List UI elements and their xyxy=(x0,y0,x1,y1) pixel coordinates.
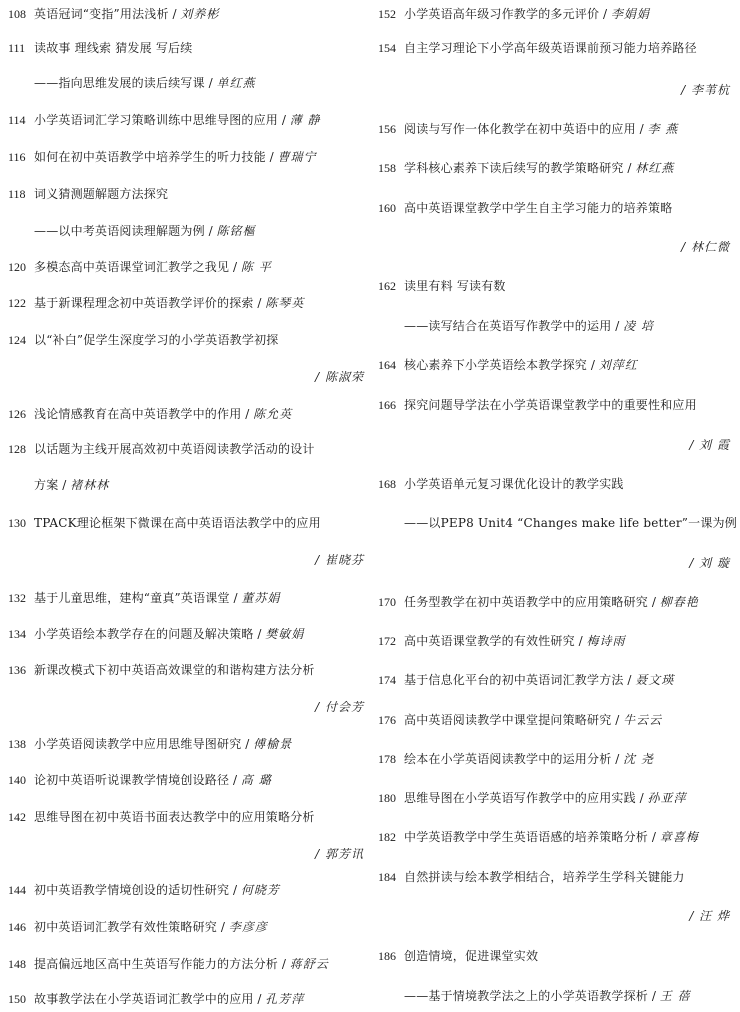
toc-author-line xyxy=(378,79,730,101)
toc-page-number: 146 xyxy=(8,920,26,934)
toc-title: 论初中英语听说课教学情境创设路径 xyxy=(34,773,230,787)
toc-title: 探究问题导学法在小学英语课堂教学中的重要性和应用 xyxy=(404,398,697,412)
toc-page-number: 158 xyxy=(378,161,396,175)
toc-subtitle: ——读写结合在英语写作教学中的运用 xyxy=(404,319,612,333)
toc-entry-continuation: ——以中考英语阅读理解题为例 / 陈铭樞 xyxy=(34,224,256,238)
toc-author: 刘萍红 xyxy=(598,358,638,372)
toc-page-number: 111 xyxy=(8,41,26,55)
toc-entry xyxy=(8,512,364,534)
toc-page-number: 166 xyxy=(378,398,396,412)
toc-author: 王 蓓 xyxy=(659,989,691,1003)
toc-entry xyxy=(8,183,364,205)
toc-title: 小学英语单元复习课优化设计的教学实践 xyxy=(404,477,624,491)
toc-title: 任务型教学在初中英语教学中的应用策略研究 xyxy=(404,595,649,609)
toc-page-number: 174 xyxy=(378,673,396,687)
toc-author: 曹瑞宁 xyxy=(277,150,317,164)
toc-title: 小学英语词汇学习策略训练中思维导图的应用 xyxy=(34,113,279,127)
toc-entry: 122 基于新课程理念初中英语教学评价的探索 / 陈琴英 xyxy=(8,292,364,314)
toc-page-number: 180 xyxy=(378,791,396,805)
toc-author: 梅诗雨 xyxy=(586,634,626,648)
toc-entry xyxy=(378,866,730,888)
toc-subtitle: ——基于情境教学法之上的小学英语教学探析 xyxy=(404,989,649,1003)
toc-author: 章喜梅 xyxy=(659,830,699,844)
toc-entry xyxy=(8,329,364,351)
toc-author: 孔芳萍 xyxy=(265,992,305,1006)
toc-title: 以话题为主线开展高效初中英语阅读教学活动的设计 xyxy=(34,442,315,456)
toc-title: 自主学习理论下小学高年级英语课前预习能力培养路径 xyxy=(404,41,697,55)
toc-title: 中学英语教学中学生英语语感的培养策略分析 xyxy=(404,830,649,844)
toc-author: 褚林林 xyxy=(70,478,110,492)
toc-entry: 146 初中英语词汇教学有效性策略研究 / 李彦彦 xyxy=(8,916,364,938)
toc-page-number: 156 xyxy=(378,122,396,136)
toc-entry: 150 故事教学法在小学英语词汇教学中的应用 / 孔芳萍 xyxy=(8,988,364,1010)
toc-entry xyxy=(8,806,364,828)
toc-title: 初中英语词汇教学有效性策略研究 xyxy=(34,920,218,934)
toc-title: 核心素养下小学英语绘本教学探究 xyxy=(404,358,588,372)
toc-author: 李娟娟 xyxy=(610,7,650,21)
toc-author: 傅榆景 xyxy=(253,737,293,751)
toc-page-number: 152 xyxy=(378,7,396,21)
toc-page-number: 118 xyxy=(8,187,26,201)
toc-author: 高 璐 xyxy=(240,773,272,787)
toc-entry xyxy=(378,275,730,297)
toc-title: 浅论情感教育在高中英语教学中的作用 xyxy=(34,407,242,421)
toc-title: 初中英语教学情境创设的适切性研究 xyxy=(34,883,230,897)
toc-subtitle: ——指向思维发展的读后续写课 xyxy=(34,76,205,90)
toc-title: 英语冠词“变指”用法浅析 xyxy=(34,7,169,21)
toc-page-number: 138 xyxy=(8,737,26,751)
toc-author: 李 燕 xyxy=(647,122,679,136)
toc-entry: 126 浅论情感教育在高中英语教学中的作用 / 陈允英 xyxy=(8,403,364,425)
toc-page-number: 120 xyxy=(8,260,26,274)
toc-author: / 刘 璇 xyxy=(689,556,730,570)
toc-entry-continuation: ——读写结合在英语写作教学中的运用 / 凌 培 xyxy=(404,319,654,333)
toc-author: 单红燕 xyxy=(216,76,256,90)
toc-title: 思维导图在小学英语写作教学中的应用实践 xyxy=(404,791,636,805)
toc-entry xyxy=(378,197,730,219)
toc-subtitle: ——以PEP8 Unit4 “Changes make life better”一课为例 xyxy=(404,516,737,530)
toc-page-number: 186 xyxy=(378,949,396,963)
toc-entry: 176 高中英语阅读教学中课堂提问策略研究 / 牛云云 xyxy=(378,709,730,731)
toc-entry: 132 基于儿童思维，建构“童真”英语课堂 / 董苏娟 xyxy=(8,587,364,609)
toc-page-number: 124 xyxy=(8,333,26,347)
toc-author: 刘养彬 xyxy=(180,7,220,21)
toc-author: / 陈淑荣 xyxy=(315,370,364,384)
toc-entry xyxy=(378,945,730,967)
toc-title: 高中英语课堂教学的有效性研究 xyxy=(404,634,575,648)
toc-author: 何晓芳 xyxy=(240,883,280,897)
toc-page-number: 172 xyxy=(378,634,396,648)
toc-author-line xyxy=(378,552,730,574)
toc-author: 柳春艳 xyxy=(659,595,699,609)
toc-title: 提高偏远地区高中生英语写作能力的方法分析 xyxy=(34,957,279,971)
toc-entry: 180 思维导图在小学英语写作教学中的应用实践 / 孙亚萍 xyxy=(378,787,730,809)
toc-entry: 174 基于信息化平台的初中英语词汇教学方法 / 聂文瑛 xyxy=(378,669,730,691)
toc-entry: 120 多模态高中英语课堂词汇教学之我见 / 陈 平 xyxy=(8,256,364,278)
toc-page-number: 126 xyxy=(8,407,26,421)
toc-page-number: 154 xyxy=(378,41,396,55)
toc-author: / 林仁微 xyxy=(681,240,730,254)
toc-author-line xyxy=(378,236,730,258)
toc-subtitle: 方案 xyxy=(34,478,59,492)
toc-page-number: 178 xyxy=(378,752,396,766)
toc-page-number: 170 xyxy=(378,595,396,609)
toc-author: / 汪 烨 xyxy=(689,909,730,923)
toc-title: 自然拼读与绘本教学相结合，培养学生学科关键能力 xyxy=(404,870,685,884)
toc-page-number: 140 xyxy=(8,773,26,787)
toc-entry: 140 论初中英语听说课教学情境创设路径 / 高 璐 xyxy=(8,769,364,791)
toc-author: 陈琴英 xyxy=(265,296,305,310)
toc-author: 聂文瑛 xyxy=(635,673,675,687)
toc-author: 凌 培 xyxy=(623,319,654,333)
toc-title: TPACK理论框架下微课在高中英语语法教学中的应用 xyxy=(34,516,321,530)
toc-entry: 152 小学英语高年级习作教学的多元评价 / 李娟娟 xyxy=(378,3,730,25)
toc-entry-continuation xyxy=(378,512,737,534)
toc-entry-continuation: ——基于情境教学法之上的小学英语教学探析 / 王 蓓 xyxy=(404,989,691,1003)
toc-entry: 134 小学英语绘本教学存在的问题及解决策略 / 樊敏娟 xyxy=(8,623,364,645)
toc-title: 创造情境，促进课堂实效 xyxy=(404,949,539,963)
toc-title: 如何在初中英语教学中培养学生的听力技能 xyxy=(34,150,266,164)
toc-title: 词义猜测题解题方法探究 xyxy=(34,187,169,201)
toc-entry xyxy=(378,473,730,495)
toc-title: 多模态高中英语课堂词汇教学之我见 xyxy=(34,260,230,274)
toc-author: / 刘 霞 xyxy=(689,438,730,452)
toc-page-number: 150 xyxy=(8,992,26,1006)
toc-author-line xyxy=(8,843,364,865)
toc-author-line xyxy=(8,696,364,718)
toc-author-line xyxy=(8,366,364,388)
toc-title: 学科核心素养下读后续写的教学策略研究 xyxy=(404,161,624,175)
toc-author: / 李苇杭 xyxy=(681,83,730,97)
toc-page-number: 160 xyxy=(378,201,396,215)
toc-entry: 172 高中英语课堂教学的有效性研究 / 梅诗雨 xyxy=(378,630,730,652)
toc-title: 小学英语阅读教学中应用思维导图研究 xyxy=(34,737,242,751)
toc-page-number: 114 xyxy=(8,113,26,127)
toc-page-number: 168 xyxy=(378,477,396,491)
toc-title: 小学英语绘本教学存在的问题及解决策略 xyxy=(34,627,254,641)
toc-entry xyxy=(378,37,730,59)
toc-page-number: 182 xyxy=(378,830,396,844)
toc-entry-continuation: ——指向思维发展的读后续写课 / 单红燕 xyxy=(34,76,256,90)
toc-title: 小学英语高年级习作教学的多元评价 xyxy=(404,7,600,21)
toc-subtitle: ——以中考英语阅读理解题为例 xyxy=(34,224,205,238)
toc-author: 李彦彦 xyxy=(228,920,268,934)
toc-author-line xyxy=(378,434,730,456)
toc-title: 思维导图在初中英语书面表达教学中的应用策略分析 xyxy=(34,810,315,824)
toc-title: 基于信息化平台的初中英语词汇教学方法 xyxy=(404,673,624,687)
toc-title: 故事教学法在小学英语词汇教学中的应用 xyxy=(34,992,254,1006)
toc-page-number: 134 xyxy=(8,627,26,641)
toc-title: 读里有料 写读有数 xyxy=(404,279,506,293)
toc-entry: 148 提高偏远地区高中生英语写作能力的方法分析 / 蒋舒云 xyxy=(8,953,364,975)
toc-page-number: 142 xyxy=(8,810,26,824)
toc-title: 读故事 理线索 猜发展 写后续 xyxy=(34,41,193,55)
toc-entry: 138 小学英语阅读教学中应用思维导图研究 / 傅榆景 xyxy=(8,733,364,755)
toc-page-number: 130 xyxy=(8,516,26,530)
toc-title: 高中英语阅读教学中课堂提问策略研究 xyxy=(404,713,612,727)
toc-author: / 崔晓芬 xyxy=(315,553,364,567)
toc-entry xyxy=(8,438,364,460)
toc-title: 基于儿童思维，建构“童真”英语课堂 xyxy=(34,591,230,605)
toc-author: 牛云云 xyxy=(623,713,663,727)
toc-entry xyxy=(8,37,364,59)
toc-page-number: 136 xyxy=(8,663,26,677)
toc-title: 绘本在小学英语阅读教学中的运用分析 xyxy=(404,752,612,766)
toc-page-number: 176 xyxy=(378,713,396,727)
toc-page-number: 108 xyxy=(8,7,26,21)
toc-author: 陈铭樞 xyxy=(216,224,256,238)
toc-author: 樊敏娟 xyxy=(265,627,305,641)
toc-author: 陈允英 xyxy=(253,407,293,421)
toc-page-number: 122 xyxy=(8,296,26,310)
toc-page-number: 144 xyxy=(8,883,26,897)
toc-entry: 178 绘本在小学英语阅读教学中的运用分析 / 沈 尧 xyxy=(378,748,730,770)
toc-author: 蒋舒云 xyxy=(289,957,329,971)
toc-page-number: 184 xyxy=(378,870,396,884)
toc-entry: 116 如何在初中英语教学中培养学生的听力技能 / 曹瑞宁 xyxy=(8,146,364,168)
toc-entry: 144 初中英语教学情境创设的适切性研究 / 何晓芳 xyxy=(8,879,364,901)
toc-entry: 164 核心素养下小学英语绘本教学探究 / 刘萍红 xyxy=(378,354,730,376)
toc-page-number: 116 xyxy=(8,150,26,164)
toc-title: 以“补白”促学生深度学习的小学英语教学初探 xyxy=(34,333,279,347)
toc-entry xyxy=(378,394,730,416)
toc-entry: 158 学科核心素养下读后续写的教学策略研究 / 林红燕 xyxy=(378,157,730,179)
toc-author: 孙亚萍 xyxy=(647,791,687,805)
toc-entry xyxy=(8,659,364,681)
toc-entry: 108 英语冠词“变指”用法浅析 / 刘养彬 xyxy=(8,3,364,25)
toc-page-number: 164 xyxy=(378,358,396,372)
toc-entry: 182 中学英语教学中学生英语语感的培养策略分析 / 章喜梅 xyxy=(378,826,730,848)
toc-author: 林红燕 xyxy=(635,161,675,175)
toc-page-number: 132 xyxy=(8,591,26,605)
toc-author: / 郭芳讯 xyxy=(315,847,364,861)
toc-author-line xyxy=(378,905,730,927)
toc-page-number: 148 xyxy=(8,957,26,971)
toc-page-number: 128 xyxy=(8,442,26,456)
toc-title: 高中英语课堂教学中学生自主学习能力的培养策略 xyxy=(404,201,673,215)
toc-author: 陈 平 xyxy=(240,260,272,274)
toc-author-line xyxy=(8,549,364,571)
toc-entry: 156 阅读与写作一体化教学在初中英语中的应用 / 李 燕 xyxy=(378,118,730,140)
toc-entry: 114 小学英语词汇学习策略训练中思维导图的应用 / 薄 静 xyxy=(8,109,364,131)
toc-title: 基于新课程理念初中英语教学评价的探索 xyxy=(34,296,254,310)
toc-author: 董苏娟 xyxy=(241,591,281,605)
toc-page-number: 162 xyxy=(378,279,396,293)
toc-title: 新课改模式下初中英语高效课堂的和谐构建方法分析 xyxy=(34,663,315,677)
toc-author: 沈 尧 xyxy=(623,752,654,766)
toc-entry-continuation: 方案 / 褚林林 xyxy=(34,478,110,492)
toc-author: / 付会芳 xyxy=(315,700,364,714)
toc-author: 薄 静 xyxy=(289,113,321,127)
toc-entry: 170 任务型教学在初中英语教学中的应用策略研究 / 柳春艳 xyxy=(378,591,730,613)
toc-title: 阅读与写作一体化教学在初中英语中的应用 xyxy=(404,122,636,136)
